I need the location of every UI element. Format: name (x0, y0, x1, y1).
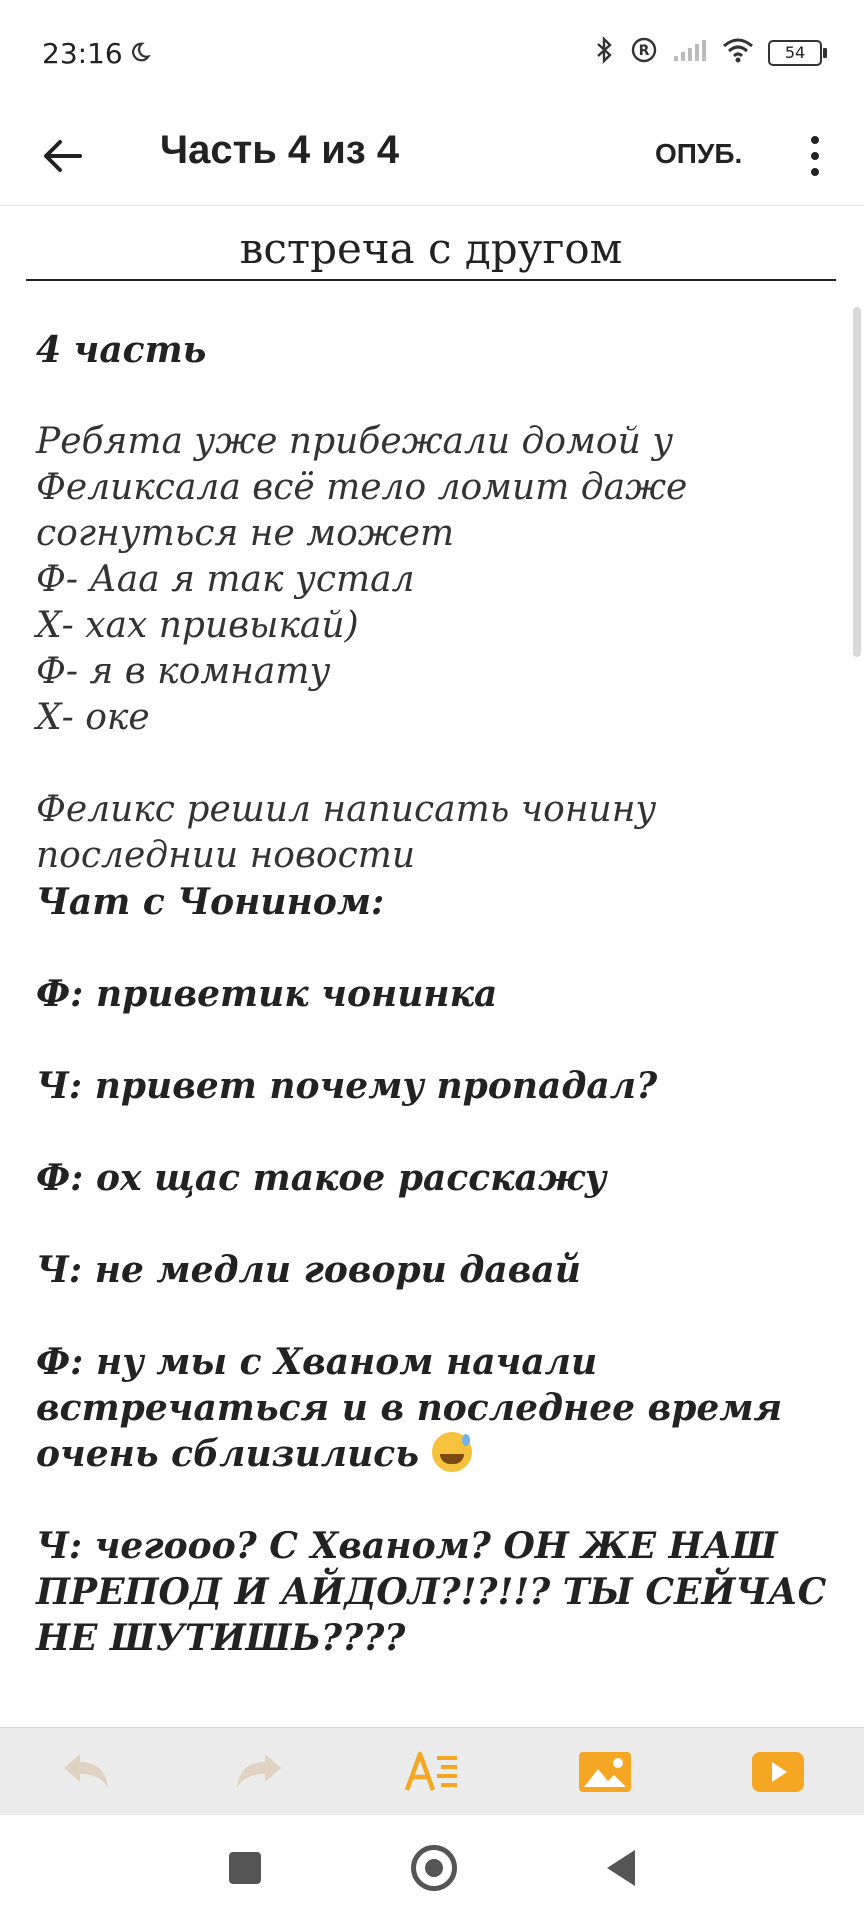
bluetooth-icon (594, 36, 616, 71)
text-line: Феликсала всё тело ломит даже (36, 467, 688, 508)
status-bar (0, 0, 864, 106)
chat-message: НЕ ШУТИШЬ???? (36, 1617, 406, 1659)
system-nav-bar (0, 1815, 864, 1920)
sweat-smile-emoji-icon (432, 1432, 472, 1472)
system-back-button[interactable] (607, 1850, 635, 1886)
more-dot (811, 152, 819, 160)
status-left (42, 37, 151, 70)
redo-button[interactable] (219, 1742, 299, 1802)
chapter-title-input[interactable]: встреча с другом (26, 219, 836, 281)
story-text[interactable] (36, 327, 836, 1661)
home-button[interactable] (411, 1845, 457, 1891)
chat-message: Ф: приветик чонинка (36, 973, 498, 1015)
video-icon (751, 1751, 805, 1793)
page-title: Часть 4 из 4 (160, 128, 400, 172)
status-time: 23:16 (42, 36, 123, 70)
chat-message: Ф: ох щас такое расскажу (36, 1157, 607, 1199)
publish-button[interactable]: ОПУБ. (655, 138, 743, 169)
chat-message-line (36, 1431, 836, 1477)
text-line: Феликс решил написать чонину (36, 789, 657, 830)
more-dot (811, 168, 819, 176)
chat-message: встречаться и в последнее время (36, 1387, 783, 1429)
recents-button[interactable] (229, 1852, 261, 1884)
image-icon (578, 1751, 632, 1793)
insert-video-button[interactable] (738, 1742, 818, 1802)
more-options-button[interactable] (790, 124, 840, 188)
story-editor[interactable] (0, 207, 864, 1727)
arrow-left-icon (42, 139, 82, 173)
svg-text:R: R (638, 42, 650, 59)
text-line: Ф- я в комнату (36, 651, 331, 692)
scrollbar[interactable] (853, 307, 861, 657)
chat-message: ПРЕПОД И АЙДОЛ?!?!!? ТЫ СЕЙЧАС (36, 1571, 827, 1613)
chat-message-text: очень сблизились (36, 1433, 419, 1475)
part-heading: 4 часть (36, 329, 207, 371)
text-line: Х- хах привыкай) (36, 605, 359, 646)
chat-message: Ч: привет почему пропадал? (36, 1065, 658, 1107)
text-format-button[interactable] (392, 1742, 472, 1802)
back-button[interactable] (32, 126, 92, 186)
home-dot (425, 1859, 443, 1877)
status-right (594, 36, 822, 71)
redo-icon (233, 1752, 285, 1792)
signal-icon (672, 37, 708, 70)
chat-message: Ч: чегооо? С Хваном? ОН ЖЕ НАШ (36, 1525, 778, 1567)
undo-button[interactable] (46, 1742, 126, 1802)
battery-icon: 54 (768, 40, 822, 66)
chat-title: Чат с Чонином: (36, 881, 385, 923)
chat-message: Ф: ну мы с Хваном начали (36, 1341, 598, 1383)
text-line: Ф- Ааа я так устал (36, 559, 415, 600)
text-format-icon (404, 1750, 460, 1794)
chat-message: Ч: не медли говори давай (36, 1249, 581, 1291)
moon-icon (129, 37, 151, 70)
insert-image-button[interactable] (565, 1742, 645, 1802)
app-bar (0, 106, 864, 206)
registered-icon (630, 36, 658, 71)
text-line: Х- оке (36, 697, 150, 738)
undo-icon (60, 1752, 112, 1792)
wifi-icon (722, 37, 754, 70)
text-line: Ребята уже прибежали домой у (36, 421, 674, 462)
more-dot (811, 136, 819, 144)
text-line: согнуться не может (36, 513, 455, 554)
editor-toolbar (0, 1727, 864, 1815)
text-line: последнии новости (36, 835, 416, 876)
